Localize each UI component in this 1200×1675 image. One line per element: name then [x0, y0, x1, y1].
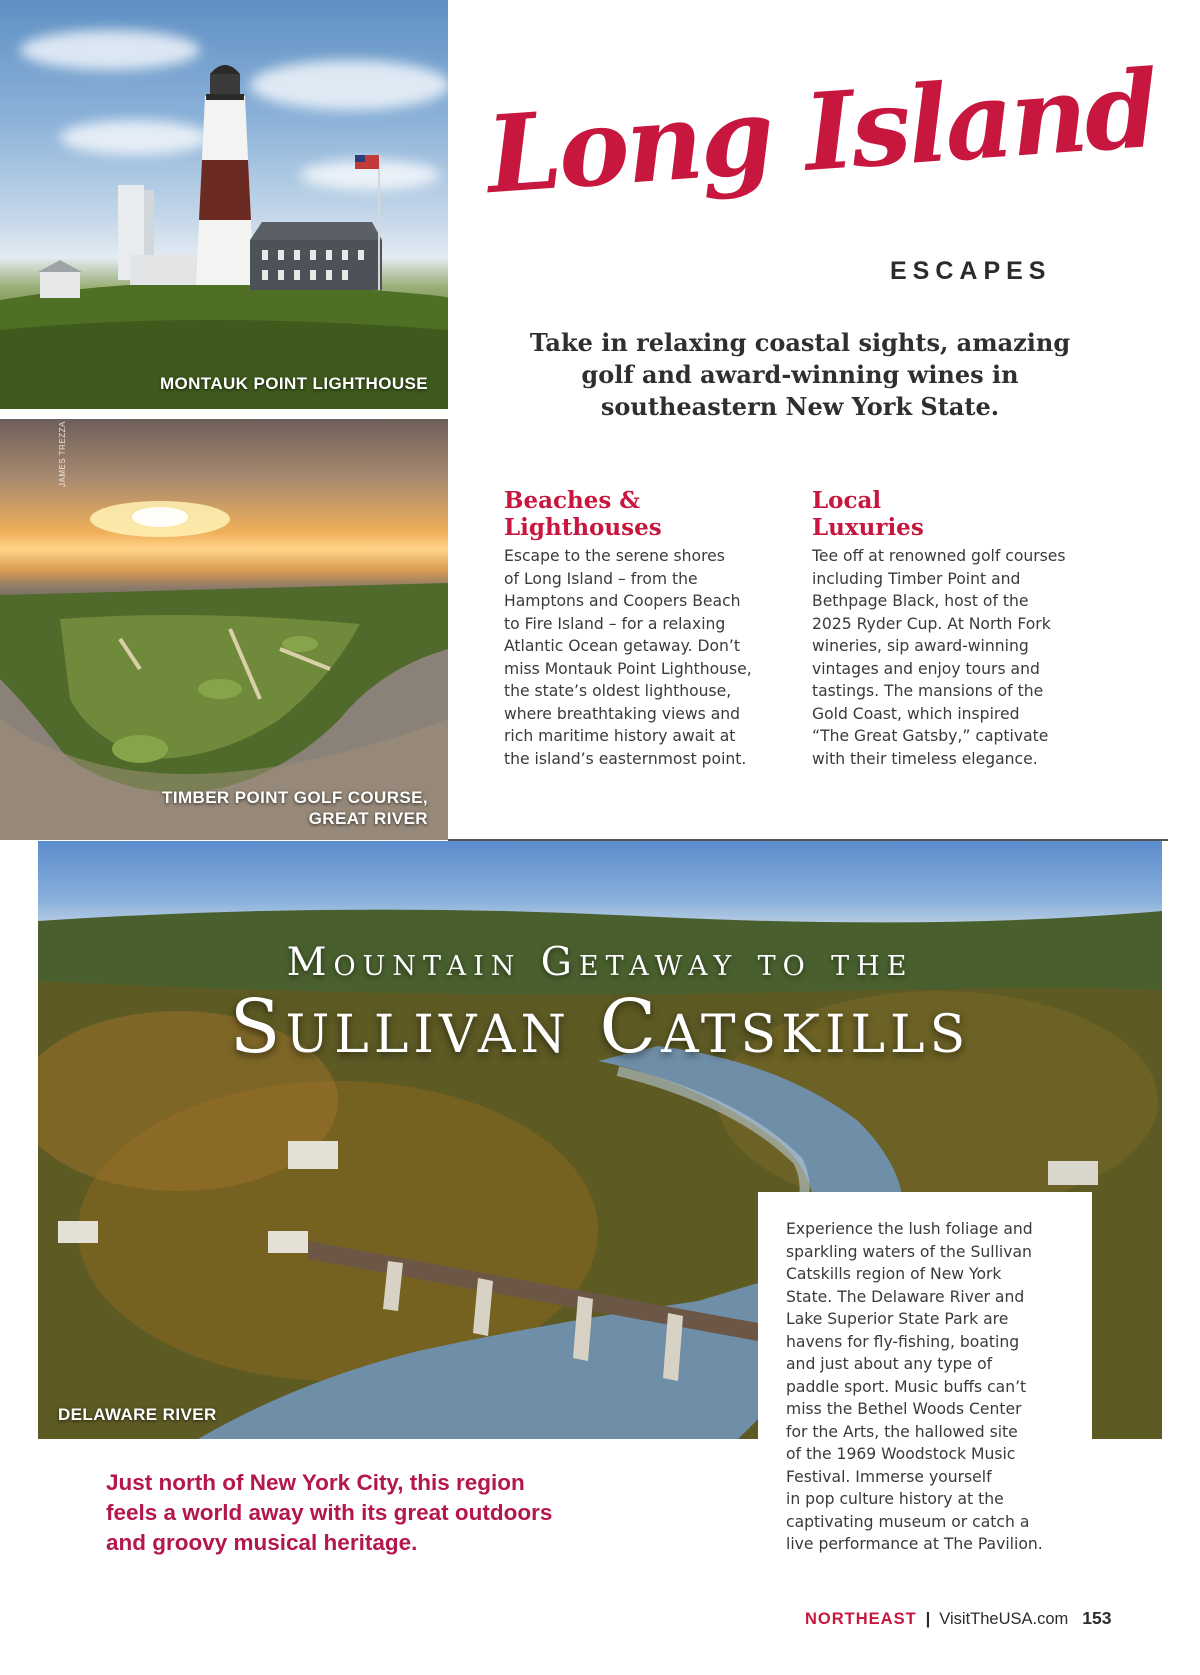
luxuries-heading: [812, 487, 924, 541]
sullivan-pull-quote: Just north of New York City, this region feels a world away with its great outdoors and groovy musical heritage.: [106, 1470, 553, 1555]
luxuries-heading-line1: Local: [812, 487, 882, 514]
footer-separator: |: [925, 1610, 931, 1628]
photo-credit: JAMES TREZZA: [58, 421, 67, 487]
long-island-subtitle: ESCAPES: [890, 257, 1052, 285]
timber-point-golf-photo: [0, 419, 448, 840]
page-number: 153: [1082, 1608, 1112, 1628]
beaches-heading-line1: Beaches &: [504, 487, 641, 514]
sullivan-title-line2: Sullivan Catskills: [229, 984, 971, 1070]
footer-site-link[interactable]: VisitTheUSA.com: [939, 1610, 1069, 1628]
sullivan-title-line1: Mountain Getaway to the: [286, 940, 914, 985]
beaches-heading-line2: Lighthouses: [504, 514, 662, 541]
montauk-lighthouse-photo: [0, 0, 448, 409]
luxuries-body: Tee off at renowned golf courses including Timber Point and Bethpage Black, host of the 2025 Ryder Cup. At North Fork wineries, sip award-winning vintages and enjoy tours and tastings. The mansions of the Gold Coast, which inspired “The Great Gatsby,” captivate with their timeless elegance.: [812, 547, 1066, 768]
luxuries-heading-line2: Luxuries: [812, 514, 924, 541]
beaches-body: Escape to the serene shores of Long Island – from the Hamptons and Coopers Beach to Fire Island – for a relaxing Atlantic Ocean getaway. Don’t miss Montauk Point Lighthouse, the state’s oldest lighthouse, where breathtaking views and rich maritime history await at the island’s easternmost point.: [504, 547, 752, 768]
lighthouse-photo-caption: MONTAUK POINT LIGHTHOUSE: [159, 374, 428, 393]
long-island-title: Long Island: [482, 45, 1160, 218]
footer-section: NORTHEAST: [805, 1610, 917, 1628]
beaches-heading: [504, 487, 662, 541]
golf-caption-line2: GREAT RIVER: [308, 809, 428, 828]
long-island-intro: Take in relaxing coastal sights, amazing golf and award-winning wines in southeastern New York State.: [529, 328, 1071, 421]
lighthouse-illustration: [0, 0, 448, 409]
golf-caption-line1: TIMBER POINT GOLF COURSE,: [162, 788, 428, 807]
page-footer: [805, 1608, 1112, 1629]
river-photo-caption: DELAWARE RIVER: [58, 1405, 217, 1424]
golf-course-illustration: [0, 419, 448, 840]
golf-photo-caption: [162, 787, 428, 829]
sullivan-body: Experience the lush foliage and sparkling waters of the Sullivan Catskills region of New York State. The Delaware River and Lake Superior State Park are havens for fly-fishing, boating and just about any type of paddle sport. Music buffs can’t miss the Bethel Woods Center for the Arts, the hallowed site of the 1969 Woodstock Music Festival. Immerse yourself in pop culture history at the captivating museum or catch a live performance at The Pavilion.: [786, 1220, 1043, 1553]
